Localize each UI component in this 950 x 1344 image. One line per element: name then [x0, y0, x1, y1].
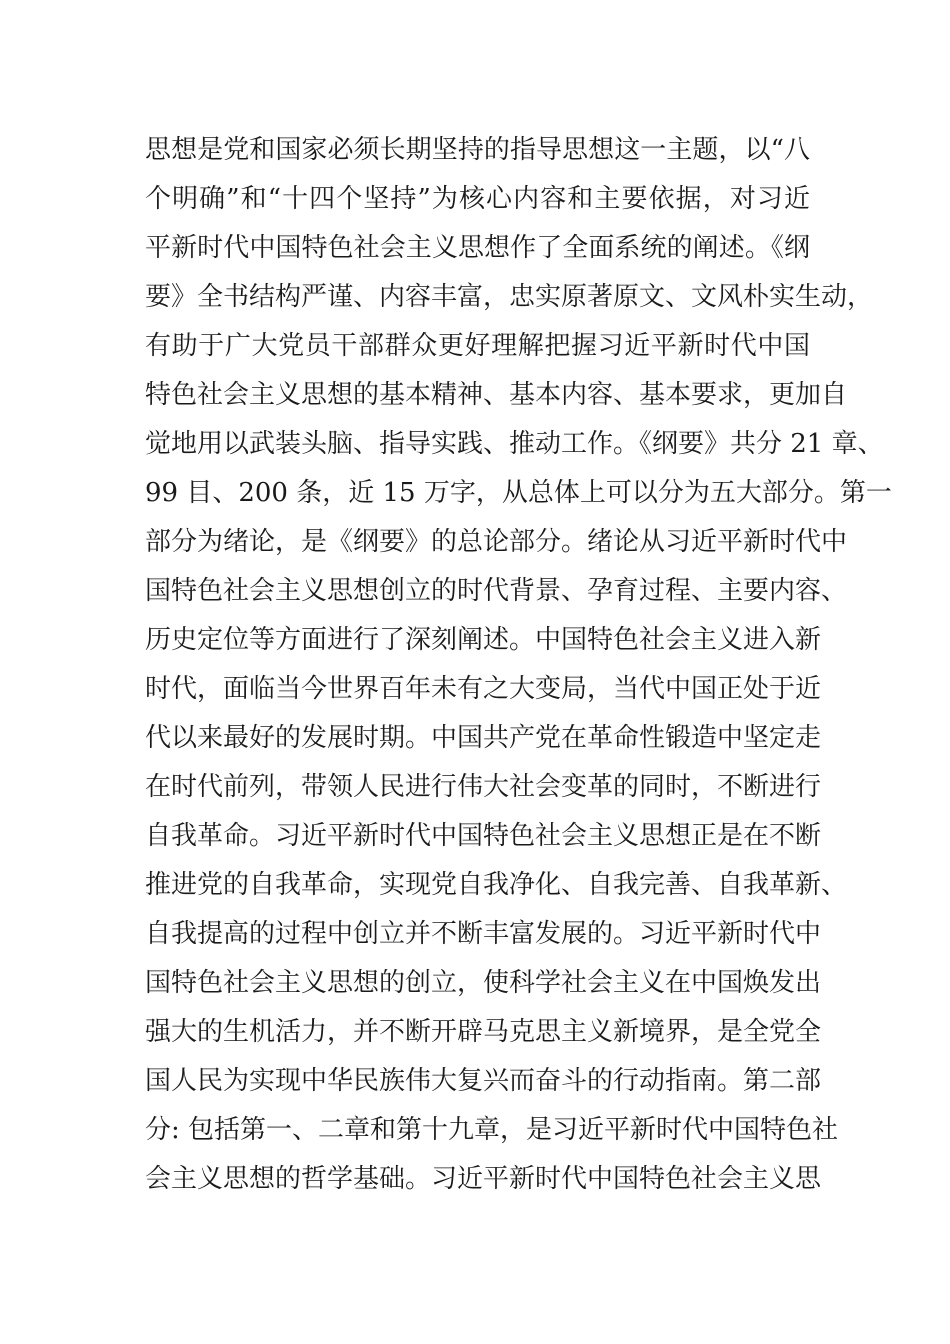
text-line: 国特色社会主义思想创立的时代背景、孕育过程、主要内容、 — [145, 576, 848, 606]
text-line: 分: 包括第一、二章和第十九章，是习近平新时代中国特色社 — [145, 1115, 839, 1145]
text-line: 强大的生机活力，并不断开辟马克思主义新境界，是全党全 — [145, 1017, 822, 1047]
text-line: 思想是党和国家必须长期坚持的指导思想这一主题，以“八 — [145, 135, 810, 165]
text-line: 要》全书结构严谨、内容丰富，忠实原著原文、文风朴实生动， — [145, 282, 874, 312]
text-line: 有助于广大党员干部群众更好理解把握习近平新时代中国 — [145, 331, 810, 361]
text-line: 国特色社会主义思想的创立，使科学社会主义在中国焕发出 — [145, 968, 822, 998]
text-line: 99 目、200 条，近 15 万字，从总体上可以分为五大部分。第一 — [145, 478, 892, 508]
text-line: 在时代前列，带领人民进行伟大社会变革的同时，不断进行 — [145, 772, 822, 802]
text-line: 代以来最好的发展时期。中国共产党在革命性锻造中坚定走 — [145, 723, 822, 753]
text-line: 部分为绪论，是《纲要》的总论部分。绪论从习近平新时代中 — [145, 527, 848, 557]
text-line: 觉地用以武装头脑、指导实践、推动工作。《纲要》共分 21 章、 — [145, 429, 884, 459]
text-line: 历史定位等方面进行了深刻阐述。中国特色社会主义进入新 — [145, 625, 822, 655]
text-line: 个明确”和“十四个坚持”为核心内容和主要依据，对习近 — [145, 184, 810, 214]
text-line: 时代，面临当今世界百年未有之大变局，当代中国正处于近 — [145, 674, 822, 704]
text-line: 推进党的自我革命，实现党自我净化、自我完善、自我革新、 — [145, 870, 848, 900]
text-line: 特色社会主义思想的基本精神、基本内容、基本要求，更加自 — [145, 380, 848, 410]
text-line: 会主义思想的哲学基础。习近平新时代中国特色社会主义思 — [145, 1164, 822, 1194]
body-text — [145, 126, 892, 1204]
text-line: 自我提高的过程中创立并不断丰富发展的。习近平新时代中 — [145, 919, 822, 949]
text-line: 国人民为实现中华民族伟大复兴而奋斗的行动指南。第二部 — [145, 1066, 822, 1096]
text-line: 自我革命。习近平新时代中国特色社会主义思想正是在不断 — [145, 821, 822, 851]
text-line: 平新时代中国特色社会主义思想作了全面系统的阐述。《纲 — [145, 233, 810, 263]
